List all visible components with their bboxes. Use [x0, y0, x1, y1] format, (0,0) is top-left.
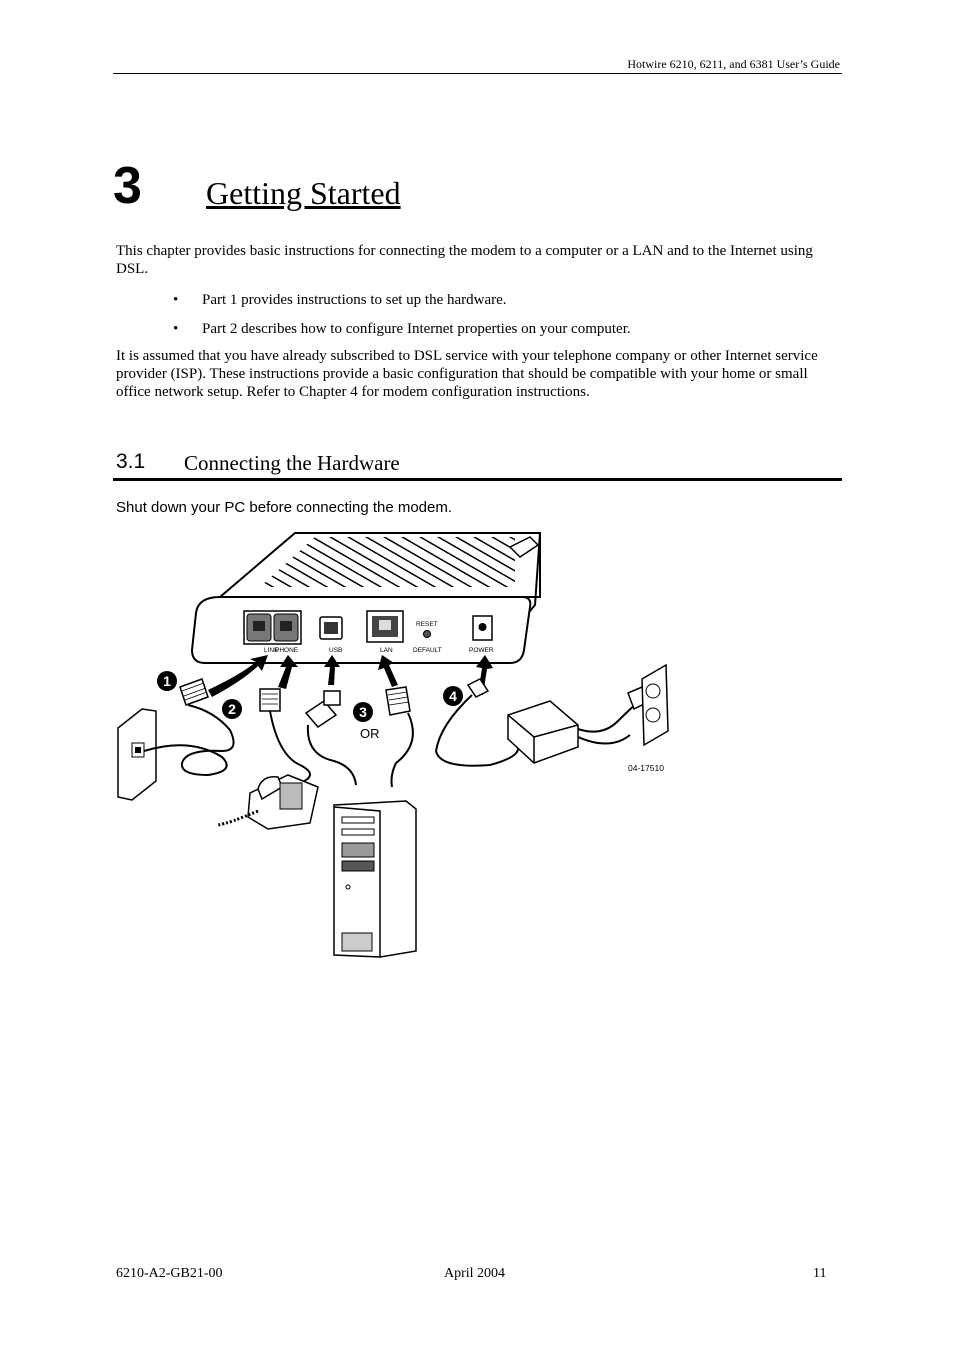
section-title: Connecting the Hardware	[184, 451, 400, 475]
port-label-phone: PHONE	[275, 647, 299, 654]
modem-illustration	[192, 533, 540, 663]
section-rule	[113, 478, 842, 481]
header-rule	[113, 73, 842, 74]
svg-text:2: 2	[228, 701, 236, 717]
svg-text:3: 3	[359, 704, 367, 720]
svg-text:4: 4	[449, 688, 457, 704]
bullet-icon: •	[173, 321, 179, 337]
intro-paragraph: This chapter provides basic instructions for connecting the modem to a computer or a LAN and to the Internet using DSL.	[116, 243, 813, 277]
computer-tower-illustration	[334, 801, 416, 957]
chapter-title: Getting Started	[206, 175, 401, 211]
footer-doc-number: 6210-A2-GB21-00	[116, 1266, 223, 1281]
running-header: Hotwire 6210, 6211, and 6381 User’s Guide	[627, 57, 840, 71]
callout-4	[443, 686, 463, 706]
callout-3	[353, 702, 373, 722]
instruction-text: Shut down your PC before connecting the modem.	[116, 499, 453, 516]
bullet-list	[116, 290, 842, 348]
chapter-number: 3	[113, 157, 142, 215]
assumption-paragraph: It is assumed that you have already subscribed to DSL service with your telephone company or other Internet service provider (ISP). These instructions provide a basic configuration that should be compatible with your home or small office network setup. Refer to Chapter 4 for modem configuration instructions.	[116, 348, 818, 400]
footer-date: April 2004	[444, 1266, 506, 1281]
wall-jack-illustration	[118, 679, 234, 800]
callout-1	[157, 671, 177, 691]
port-label-power: POWER	[469, 647, 494, 654]
port-label-line: LINE	[264, 647, 279, 654]
section-number: 3.1	[116, 450, 146, 473]
port-label-default: DEFAULT	[413, 647, 442, 654]
hardware-connection-figure	[110, 525, 680, 965]
footer-page-number: 11	[813, 1266, 827, 1281]
port-label-reset: RESET	[416, 621, 438, 628]
figure-id: 04-17510	[628, 763, 664, 773]
svg-text:1: 1	[163, 673, 171, 689]
port-label-lan: LAN	[380, 647, 393, 654]
bullet-icon: •	[173, 292, 179, 308]
callout-2	[222, 699, 242, 719]
list-item: • Part 2 describes how to configure Internet properties on your computer.	[173, 321, 631, 337]
power-adapter-illustration	[436, 665, 668, 766]
port-label-usb: USB	[329, 647, 343, 654]
list-item: • Part 1 provides instructions to set up the hardware.	[173, 292, 507, 308]
or-label: OR	[360, 726, 380, 741]
